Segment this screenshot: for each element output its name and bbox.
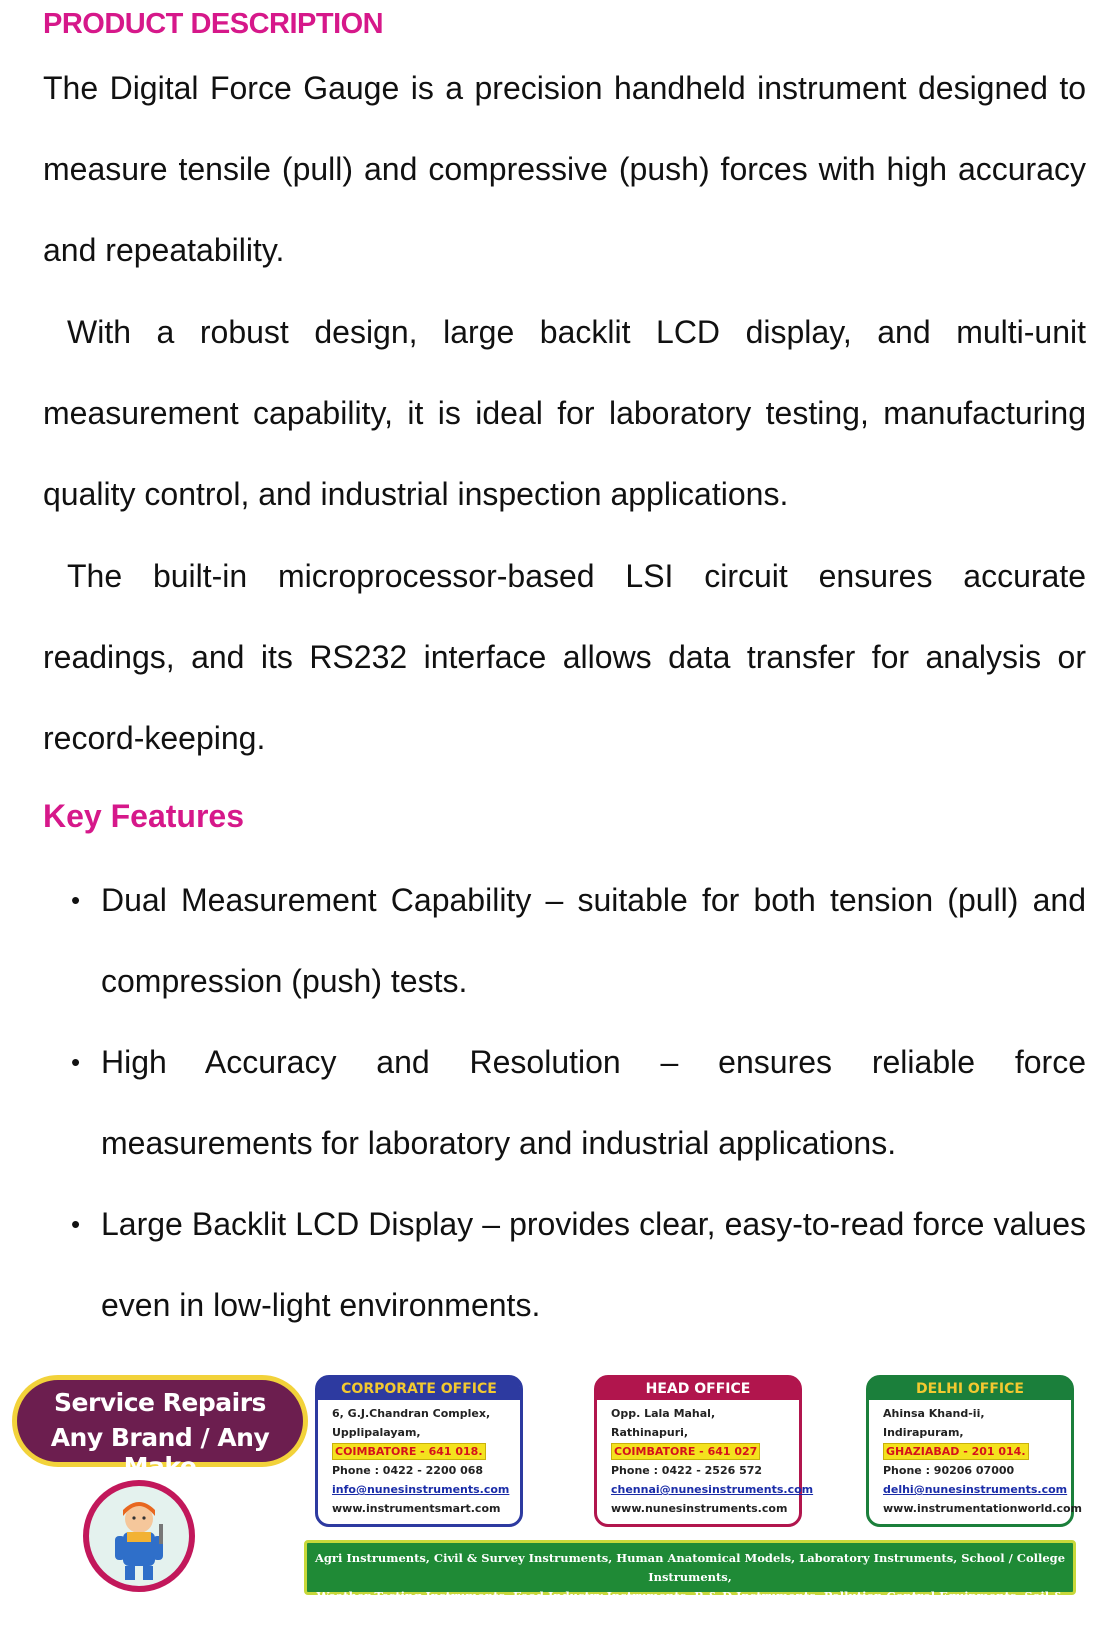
office-address-line: Ahinsa Khand-ii,: [883, 1407, 985, 1420]
service-badge-line2: Any Brand / Any Make: [50, 1423, 270, 1481]
product-categories-band: [304, 1540, 1076, 1622]
description-paragraph: The Digital Force Gauge is a precision handheld instrument designed to measure tensile (pull) and compressive (push) forces with high accuracy and repeatability.: [43, 70, 1086, 268]
office-title: HEAD OFFICE: [597, 1378, 799, 1400]
office-email-link[interactable]: chennai@nunesinstruments.com: [611, 1483, 814, 1496]
office-city: COIMBATORE - 641 018.: [332, 1443, 486, 1460]
office-address-line: Rathinapuri,: [611, 1426, 689, 1439]
office-website[interactable]: www.nunesinstruments.com: [611, 1502, 788, 1515]
office-card-corporate: [315, 1375, 523, 1527]
description-paragraph: With a robust design, large backlit LCD display, and multi-unit measurement capability, it is ideal for laboratory testing, manufacturing quality control, and industrial inspection applications.: [43, 314, 1086, 512]
office-address-line: Opp. Lala Mahal,: [611, 1407, 716, 1420]
office-address-line: 6, G.J.Chandran Complex,: [332, 1407, 491, 1420]
categories-line: Agri Instruments, Civil & Survey Instruments, Human Anatomical Models, Laboratory Instruments, School / College Instruments,: [314, 1551, 1066, 1584]
office-city: COIMBATORE - 641 027: [611, 1443, 760, 1460]
office-city: GHAZIABAD - 201 014.: [883, 1443, 1029, 1460]
office-phone: Phone : 0422 - 2526 572: [611, 1464, 763, 1477]
office-phone: Phone : 90206 07000: [883, 1464, 1015, 1477]
feature-list: [43, 860, 1086, 1346]
bullet-icon: •: [71, 1047, 81, 1077]
section-heading-product-description: PRODUCT DESCRIPTION: [43, 8, 384, 40]
contact-footer: [0, 1375, 1102, 1622]
mechanic-mascot-icon: [83, 1480, 195, 1592]
section-heading-key-features: Key Features: [43, 798, 244, 834]
description-paragraph: The built-in microprocessor-based LSI circuit ensures accurate readings, and its RS232 interface allows data transfer for analysis or record-keeping.: [43, 558, 1086, 756]
bullet-icon: •: [71, 885, 81, 915]
office-address-line: Indirapuram,: [883, 1426, 964, 1439]
office-title: CORPORATE OFFICE: [318, 1378, 520, 1400]
office-title: DELHI OFFICE: [869, 1378, 1071, 1400]
office-website[interactable]: www.instrumentsmart.com: [332, 1502, 501, 1515]
office-website[interactable]: www.instrumentationworld.com: [883, 1502, 1082, 1515]
service-repairs-badge: [12, 1375, 308, 1481]
office-phone: Phone : 0422 - 2200 068: [332, 1464, 484, 1477]
bullet-icon: •: [71, 1209, 81, 1239]
office-address-line: Upplipalayam,: [332, 1426, 421, 1439]
office-card-delhi: [866, 1375, 1082, 1527]
feature-text: Dual Measurement Capability – suitable for both tension (pull) and compression (push) tests.: [101, 882, 1086, 999]
service-badge-line1: Service Repairs: [54, 1388, 266, 1417]
feature-list-item: [43, 860, 1086, 1022]
feature-list-item: [43, 1184, 1086, 1346]
office-card-head: [594, 1375, 814, 1527]
office-email-link[interactable]: delhi@nunesinstruments.com: [883, 1483, 1068, 1496]
office-email-link[interactable]: info@nunesinstruments.com: [332, 1483, 510, 1496]
feature-list-item: [43, 1022, 1086, 1184]
categories-line: Weather Testing Instruments, Food Industry Instruments, R & D Instruments, Pollution Control Equipments, Soil & Water Tester Equipments: [316, 1589, 1064, 1622]
feature-text: Large Backlit LCD Display – provides clear, easy-to-read force values even in low-light environments.: [101, 1206, 1086, 1323]
feature-text: High Accuracy and Resolution – ensures reliable force measurements for laboratory and industrial applications.: [101, 1044, 1086, 1161]
